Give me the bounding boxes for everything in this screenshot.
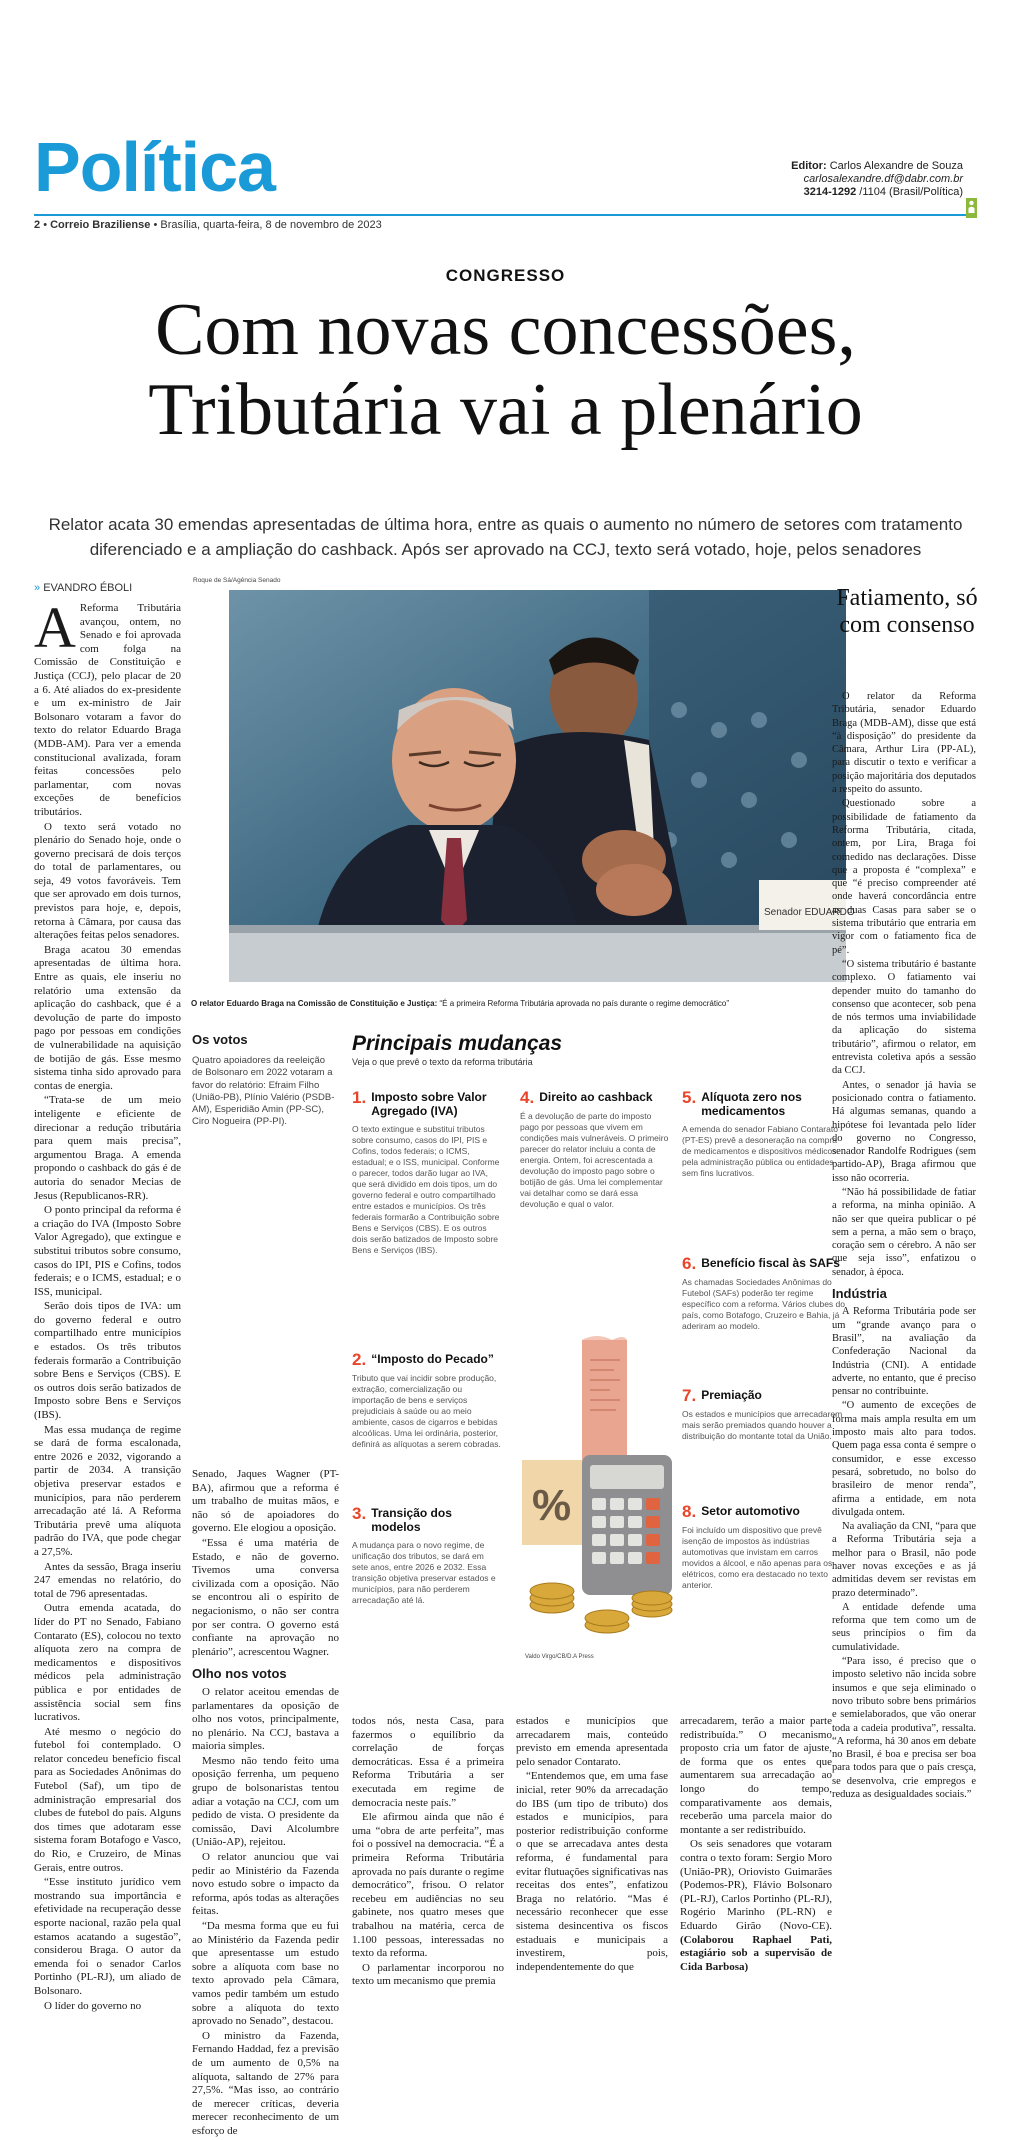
tax-illustration bbox=[512, 1340, 677, 1652]
item-title: Imposto sobre Valor Agregado (IVA) bbox=[371, 1090, 487, 1118]
paragraph: “Não há possibilidade de fatiar a reforma, na minha opinião. A não ser que queira publicar o pé sem a perna, a mão sem o braço, coração sem o cérebro. A não ser que seja isso”, enfatizou o senador, à época. bbox=[832, 1186, 976, 1278]
editor-phone-ext: /1104 (Brasil/Política) bbox=[859, 186, 963, 198]
infobox-title: Principais mudanças bbox=[352, 1032, 563, 1055]
paragraph: “Para isso, é preciso que o imposto seletivo não incida sobre insumos e que seja eliminado o novo tributo sobre bens primários e semielaborados, que vão onerar toda a cadeia produtiva”, ressalta. “A reforma, há 30 anos em debate no Brasil, é boa e precisa ser boa para todos para que o país cresça, se desenvolva, crie empregos e reduza as desigualdades sociais.” bbox=[832, 1656, 976, 1801]
item-number: 2. bbox=[352, 1350, 367, 1369]
photo-nameplate: Senador EDUARDO bbox=[764, 907, 855, 918]
photo-caption bbox=[191, 999, 851, 1008]
dateline: 2 • Correio Braziliense • Brasília, quarta-feira, 8 de novembro de 2023 bbox=[34, 219, 382, 231]
item-number: 8. bbox=[682, 1502, 697, 1521]
paragraph: Os seis senadores que votaram contra o texto foram: Sergio Moro (União-PR), Oriovisto Guimarães (Podemos-PR), Flávio Bolsonaro (PL-RJ), Carlos Portinho (PL-RJ), Rogério Marinho (PL-RN) e Eduardo Girão (Novo-CE). (Colaborou Raphael Pati, estagiário sob a supervisão de Cida Barbosa) bbox=[680, 1838, 832, 1973]
votos-title: Os votos bbox=[192, 1032, 248, 1047]
article-column-4 bbox=[516, 1715, 668, 1975]
paragraph: Na avaliação da CNI, “para que a Reforma Tributária seja a melhor para o Brasil, não pode haver novas exceções e as já admitidas devem ser revistas em prazo determinado”. bbox=[832, 1521, 976, 1599]
paragraph: A Reforma Tributária pode ser um “grande avanço para o Brasil”, na avaliação da Confederação Nacional da Indústria (CNI). A entidade adverte, no entanto, que é preciso pensar no contribuinte. bbox=[832, 1306, 976, 1398]
paragraph: “Entendemos que, em uma fase inicial, reter 90% da arrecadação do IBS (um tipo de tributo) dos estados e municípios, para posterior redistribuição conforme o que se arrecadava antes desta reforma, é fundamental para evitar flutuações significativas nas receitas dos entes”, enfatizou Braga no relatório. “Mas é necessário reconhecer que esse sistema desincentiva os fiscos estaduais e municipais a investirem, pois, independentemente do que bbox=[516, 1770, 668, 1973]
item-text: Os estados e municípios que arrecadarem mais serão premiados quando houver a distribuição do montante total da União. bbox=[682, 1409, 843, 1441]
item-title: Setor automotivo bbox=[701, 1504, 800, 1518]
item-text: A mudança para o novo regime, de unificação dos tributos, se dará em sete anos, entre 2026 e 2032. Essa transição objetiva preservar estados e municípios, para não perderem arrecadação até lá. bbox=[352, 1540, 496, 1605]
infobox-item bbox=[352, 1506, 502, 1606]
paragraph: Senado, Jaques Wagner (PT-BA), afirmou que a reforma é um trabalho de muitas mãos, e não só de apoiadores do governo. Ele elogiou a oposição. bbox=[192, 1468, 339, 1535]
paragraph: Ele afirmou ainda que não é uma “obra de arte perfeita”, mas foi o possível na democracia. “É a primeira Reforma Tributária aprovada no país durante o regime democrático”, frisou. O relator recebeu em audiências no seu gabinete, nos quatro meses que trabalhou na matéria, cerca de 1.100 pessoas, interessadas no texto da reforma. bbox=[352, 1811, 504, 1960]
paragraph: O ministro da Fazenda, Fernando Haddad, fez a previsão de um aumento de 0,5% na alíquota, saltando de 27% para 27,5%. “Mas isso, ao contrário de merecer críticas, deveria merecer reconhecimento de um esforço de bbox=[192, 2029, 339, 2137]
paragraph: Questionado sobre a possibilidade de fatiamento da Reforma Tributária, citada, ontem, por Lira, Braga foi comedido nas declarações. Disse que a proposta é “complexa” e que “é preciso compreender até onde haverá concordância entre as duas Casas para saber se o sistema tributário que entraria em vigor com o fatiamento fica de pé”. bbox=[832, 798, 976, 956]
item-text: Tributo que vai incidir sobre produção, extração, comercialização ou importação de bens e serviços prejudiciais à saúde ou ao meio ambiente, casos de cigarros e bebidas alcoólicas. Uma lei ordinária, posterior, definirá as alíquotas a serem cobradas. bbox=[352, 1373, 501, 1449]
item-text: Foi incluído um dispositivo que prevê isenção de impostos às indústrias automotivas que invistam em carros movidos a álcool, e não apenas para os elétricos, como era destacado no texto anterior. bbox=[682, 1525, 833, 1590]
paragraph: Até mesmo o negócio do futebol foi contemplado. O relator concedeu benefício fiscal para as Sociedades Anônimas do Futebol (Saf), um tipo de administração empresarial dos clubes de futebol do país. Alguns dos times que adotaram esse sistema foram Botafogo e Vasco, do Rio, e Cruzeiro, de Minas Gerais, entre outros. bbox=[34, 1725, 181, 1874]
editor-label: Editor: bbox=[791, 160, 827, 172]
paragraph: “Essa é uma matéria de Estado, e não de governo. Tivemos uma conversa civilizada com a oposição. Não se encontrou ali o espírito de negacionismo, o não ser contra por ser contra. O governo está confiante na aprovação no plenário”, acrescentou Wagner. bbox=[192, 1536, 339, 1658]
item-title: “Imposto do Pecado” bbox=[371, 1352, 494, 1366]
subhead: Relator acata 30 emendas apresentadas de última hora, entre as quais o aumento no número de setores com tratamento diferenciado e a ampliação do cashback. Após ser aprovado na CCJ, texto será votado, hoje, pelos senadores bbox=[48, 515, 963, 559]
photo-credit: Roque de Sá/Agência Senado bbox=[193, 577, 281, 584]
infobox-item bbox=[352, 1352, 502, 1450]
signature: (Colaborou Raphael Pati, estagiário sob a supervisão de Cida Barbosa) bbox=[680, 1933, 832, 1973]
svg-text:%: % bbox=[532, 1481, 572, 1530]
infobox-item bbox=[682, 1256, 847, 1332]
paragraph: O relator aceitou emendas de parlamentares da oposição de olho nos votos, principalmente, no plenário. Na CCJ, bastava a maioria simples. bbox=[192, 1685, 339, 1753]
illustration-credit: Valdo Virgo/CB/D.A Press bbox=[525, 1654, 594, 1660]
paragraph: A entidade defende uma reforma que tem como um de seus princípios o fim da cumulatividade. bbox=[832, 1601, 976, 1653]
lead-photo-illustration bbox=[229, 590, 855, 982]
infobox-item bbox=[352, 1090, 502, 1256]
paragraph: O ponto principal da reforma é a criação do IVA (Imposto Sobre Valor Agregado), que extingue e substitui tributos sobre consumo, casos do IPI, PIS e Cofins, todos federais; e o ICMS, estadual; e o ISS, municipal. bbox=[34, 1204, 181, 1298]
item-title: Benefício fiscal às SAFs bbox=[701, 1256, 840, 1270]
paragraph: Serão dois tipos de IVA: um do governo federal e outro compartilhado entre municípios e estados. Os três tributos federais formarão a Contribuição sobre Bens e Serviços (CBS). E os outros dois serão batizados de Imposto sobre Bens e Serviços (IBS). bbox=[34, 1300, 181, 1422]
item-text: O texto extingue e substitui tributos sobre consumo, casos do IPI, PIS e Cofins, todos federais; o ICMS, estadual; e o ISS, municipal. Conforme o parecer, todos darão lugar ao IVA, que será dividido em dois tipos, um do governo federal e outro compartilhado entre estados e municípios. Os três federais formarão a Contribuição sobre Bens e Serviços (CBS). E os outros dois serão batizados de Imposto sobre Bens e Serviços (IBS). bbox=[352, 1124, 500, 1255]
paragraph: estados e municípios que arrecadarem mais, conteúdo previsto em emenda apresentada pelo senador Contarato. bbox=[516, 1715, 668, 1768]
paragraph: O texto será votado no plenário do Senado hoje, onde o governo precisará de dois terços do total de parlamentares, ou seja, 49 votos favoráveis. Tem que ser aprovado em dois turnos, previstos para hoje, e, depois, retorna à Câmara, por causa das alterações feitas pelos senadores. bbox=[34, 820, 181, 942]
subheading: Indústria bbox=[832, 1286, 887, 1302]
dropcap: A bbox=[34, 595, 76, 660]
item-number: 7. bbox=[682, 1386, 697, 1405]
article-column-5 bbox=[680, 1715, 832, 1975]
article-column-3 bbox=[352, 1715, 504, 1990]
item-title: Direito ao cashback bbox=[539, 1090, 653, 1104]
publication-name: Correio Braziliense bbox=[50, 219, 151, 231]
paragraph: arrecadarem, terão a maior parte redistribuída.” O mecanismo proposto cria um fator de ajuste, de forma que os entes que aumentarem sua arrecadação ao longo do tempo, comparativamente aos demais, receberão uma parcela maior do montante a ser redistribuído. bbox=[680, 1715, 832, 1836]
item-number: 4. bbox=[520, 1088, 535, 1107]
infobox-principais-mudancas bbox=[352, 1032, 849, 1692]
infobox-item bbox=[682, 1090, 847, 1179]
infobox-item bbox=[682, 1388, 847, 1442]
item-text: É a devolução de parte do imposto pago por pessoas que vivem em condições mais vulneráveis. O primeiro parecer do relator incluiu a conta de energia. Ontem, foi acrescentada a devolução do imposto pago sobre o botijão de gás. Uma lei complementar vai detalhar como se dará essa devolução e qual o valor. bbox=[520, 1111, 669, 1209]
paragraph: todos nós, nesta Casa, para fazermos o equilíbrio da correlação de forças democráticas. Essa é a primeira Reforma Tributária a ser executada em regime de democracia neste país.” bbox=[352, 1715, 504, 1809]
byline bbox=[34, 582, 132, 594]
paragraph: Antes da sessão, Braga inseriu 247 emendas no relatório, do total de 796 apresentadas. bbox=[34, 1560, 181, 1600]
item-text: As chamadas Sociedades Anônimas do Futebol (SAFs) poderão ter regime específico com a reforma. Vários clubes do país, como Botafogo, Cruzeiro e Bahia, já aderiram ao modelo. bbox=[682, 1277, 845, 1331]
paragraph: “Esse instituto jurídico vem mostrando sua importância e efetividade na recuperação desse esporte nacional, razão pela qual estamos acatando a sugestão”, considerou Braga. O autor da emenda foi o senador Carlos Portinho (PL-RJ), um aliado de Bolsonaro. bbox=[34, 1876, 181, 1997]
lead-photo bbox=[229, 590, 855, 982]
headline bbox=[0, 290, 1011, 450]
photo-caption-quote: “É a primeira Reforma Tributária aprovada no país durante o regime democrático” bbox=[439, 999, 729, 1008]
item-number: 3. bbox=[352, 1504, 367, 1523]
editor-block bbox=[791, 160, 963, 199]
article-column-1 bbox=[34, 595, 181, 2014]
editor-phone: 3214-1292 bbox=[803, 186, 857, 198]
paragraph: O relator anunciou que vai pedir ao Ministério da Fazenda novo estudo sobre o impacto da reforma, após todas as alterações feitas. bbox=[192, 1851, 339, 1918]
section-kicker: CONGRESSO bbox=[445, 266, 566, 285]
paragraph: Mas essa mudança de regime se dará de forma escalonada, entre 2026 e 2032, vigorando a partir de 2034. A transição objetiva preservar estados e municípios, para não perderem arrecadação até lá. A Reforma Tributária prevê uma alíquota padrão do IVA, que pode chegar a 27,5%. bbox=[34, 1423, 181, 1558]
item-number: 5. bbox=[682, 1088, 697, 1107]
person-icon bbox=[966, 198, 977, 218]
byline-arrow-icon: » bbox=[34, 582, 41, 594]
paragraph: Antes, o senador já havia se posicionado contra o fatiamento. Há algumas semanas, quando a hipótese foi levantada pelo líder do governo no Congresso, senador Randolfe Rodrigues (sem partido-AP), Braga afirmou que isso não ocorreria. bbox=[832, 1079, 976, 1184]
page-number: 2 bbox=[34, 219, 41, 231]
masthead-divider bbox=[34, 214, 977, 216]
item-title: Alíquota zero nos medicamentos bbox=[701, 1090, 802, 1118]
section-title: Política bbox=[34, 128, 275, 206]
paragraph: “O aumento de exceções de forma mais ampla resulta em um imposto mais alto para todos. Quem paga essa conta é sempre o consumidor, e esse excesso pesará, sobretudo, no bolso do brasileiro de menor renda”, afirma a entidade, em nota divulgada ontem. bbox=[832, 1400, 976, 1518]
article-column-2 bbox=[192, 1468, 339, 2140]
editor-name: Carlos Alexandre de Souza bbox=[829, 160, 963, 172]
photo-caption-lead: O relator Eduardo Braga na Comissão de Constituição e Justiça: bbox=[191, 999, 438, 1008]
city-date: Brasília, quarta-feira, 8 de novembro de 2023 bbox=[160, 219, 382, 231]
headline-line-2: Tributária vai a plenário bbox=[148, 369, 863, 451]
paragraph: “Da mesma forma que eu fui ao Ministério da Fazenda pedir que apresentasse um estudo sobre a alíquota com base no texto aprovado pela Câmara, vamos pedir também um estudo sobre a alíquota do texto aprovado no Senado”, destacou. bbox=[192, 1920, 339, 2028]
paragraph: A Reforma Tributária avançou, ontem, no Senado e foi aprovada com folga na Comissão de Constituição e Justiça (CCJ), pelo placar de 20 a 6. Até aliados do ex-presidente e um ex-ministro de Jair Bolsonaro votaram a favor do texto do relator Eduardo Braga (MDB-AM). Para ver a emenda constitucional avalizada, foram feitas concessões pelo parlamentar, com novas exceções de benefícios tributários. bbox=[34, 595, 181, 818]
paragraph: Mesmo não tendo feito uma oposição ferrenha, um pequeno grupo de bolsonaristas tentou adiar a votação na CCJ, com um pedido de vista. O presidente da comissão, Davi Alcolumbre (União-AP), rejeitou. bbox=[192, 1754, 339, 1849]
paragraph: O parlamentar incorporou no texto um mecanismo que premia bbox=[352, 1961, 504, 1988]
paragraph: Braga acatou 30 emendas apresentadas de última hora. Entre as quais, ele inseriu no relatório uma extensão da aplicação do cashback, que é a devolução de parte do imposto pago por pessoas em condições de vulnerabilidade na aquisição de botijão de gás. Esse mesmo sistema tinha sido aprovado para contas de energia. bbox=[34, 943, 181, 1092]
subheading: Olho nos votos bbox=[192, 1666, 287, 1682]
infobox-item bbox=[520, 1090, 670, 1210]
headline-line-1: Com novas concessões, bbox=[155, 289, 856, 371]
paragraph: O relator da Reforma Tributária, senador Eduardo Braga (MDB-AM), disse que está “à disposição” do presidente da Câmara, Arthur Lira (PP-AL), para discutir o texto e verificar a posição majoritária dos deputados a respeito do assunto. bbox=[832, 691, 976, 796]
item-number: 1. bbox=[352, 1088, 367, 1107]
editor-email[interactable]: carlosalexandre.df@dabr.com.br bbox=[803, 173, 963, 185]
paragraph: “Trata-se de um meio inteligente e eficiente de direcionar a redução tributária para quem mais precisa”, argumentou Braga. A emenda propondo o cashback do gás é de autoria do senador Mecias de Jesus (Republicanos-RR). bbox=[34, 1094, 181, 1202]
item-text: A emenda do senador Fabiano Contarato (PT-ES) prevê a desoneração na compra de medicamentos e dispositivos médicos pela administração pública ou entidades sem fins lucrativos. bbox=[682, 1124, 838, 1178]
paragraph: O líder do governo no bbox=[44, 1999, 142, 2012]
sidebar-title: Fatiamento, só com consenso bbox=[836, 585, 978, 638]
votos-box bbox=[192, 1032, 335, 1129]
item-number: 6. bbox=[682, 1254, 697, 1273]
votos-text: Quatro apoiadores da reeleição de Bolsonaro em 2022 votaram a favor do relatório: Efraim Filho (União-PB), Plínio Valério (PSDB-AM), Esperidião Amin (PP-SC), Ciro Nogueira (PP-PI). bbox=[192, 1055, 335, 1128]
infobox-item bbox=[682, 1504, 847, 1591]
sidebar-body bbox=[832, 690, 976, 1802]
paragraph: Outra emenda acatada, do líder do PT no Senado, Fabiano Contarato (ES), colocou no texto alíquota zero na compra de medicamentos e dispositivos médicos pela administração pública e por entidades de assistência social sem fins lucrativos. bbox=[34, 1602, 181, 1724]
paragraph: “O sistema tributário é bastante complexo. O fatiamento vai depender muito do tamanho do consenso que acontecer, sob pena de nós termos uma inviabilidade da aplicação do sistema tributário”, afirmou o relator, em entrevista coletiva após a sessão da CCJ. bbox=[832, 958, 976, 1077]
item-title: Transição dos modelos bbox=[371, 1506, 452, 1534]
byline-author: EVANDRO ÉBOLI bbox=[43, 582, 133, 594]
item-title: Premiação bbox=[701, 1388, 762, 1402]
infobox-intro: Veja o que prevê o texto da reforma tributária bbox=[352, 1057, 533, 1067]
